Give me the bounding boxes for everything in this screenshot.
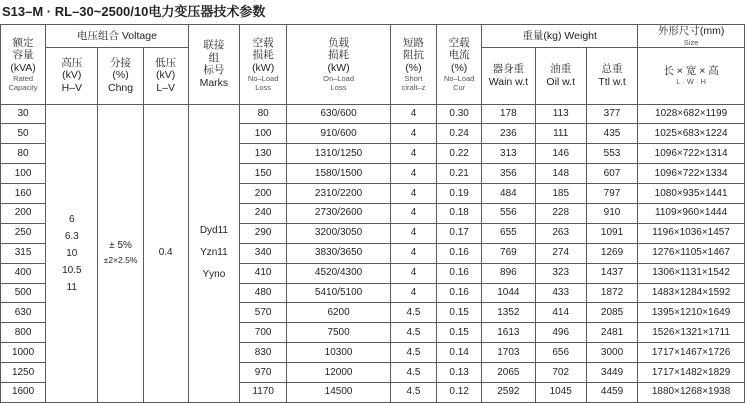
header-tap: 分接 (%) Chng	[98, 47, 143, 104]
capacity-cell: 400	[1, 263, 46, 283]
capacity-cell: 250	[1, 223, 46, 243]
capacity-cell: 200	[1, 203, 46, 223]
on-load-loss-cell: 3200/3050	[287, 223, 391, 243]
on-load-loss-cell: 910/600	[287, 124, 391, 144]
oil-weight-cell: 656	[535, 343, 586, 363]
on-load-loss-cell: 4520/4300	[287, 263, 391, 283]
short-circuit-cell: 4	[390, 203, 436, 223]
no-load-loss-cell: 570	[240, 303, 287, 323]
oil-weight-cell: 185	[535, 184, 586, 204]
oil-weight-cell: 111	[535, 124, 586, 144]
no-load-loss-cell: 970	[240, 363, 287, 383]
total-weight-cell: 1437	[586, 263, 637, 283]
spec-table	[0, 24, 745, 403]
body-weight-cell: 178	[482, 104, 535, 124]
table-title: S13–M · RL–30~2500/10电力变压器技术参数	[2, 4, 266, 19]
connection-group: Dyd11	[199, 225, 228, 237]
body-weight-cell: 313	[482, 144, 535, 164]
short-circuit-cell: 4	[390, 124, 436, 144]
no-load-current-cell: 0.18	[437, 203, 482, 223]
body-weight-cell: 1352	[482, 303, 535, 323]
connection-group: Yyno	[202, 269, 226, 281]
on-load-loss-cell: 12000	[287, 363, 391, 383]
short-circuit-cell: 4	[390, 144, 436, 164]
body-weight-cell: 236	[482, 124, 535, 144]
on-load-loss-cell: 630/600	[287, 104, 391, 124]
capacity-cell: 1250	[1, 363, 46, 383]
no-load-current-cell: 0.24	[437, 124, 482, 144]
short-circuit-cell: 4	[390, 283, 436, 303]
total-weight-cell: 2085	[586, 303, 637, 323]
no-load-current-cell: 0.15	[437, 303, 482, 323]
total-weight-cell: 3000	[586, 343, 637, 363]
no-load-current-cell: 0.21	[437, 164, 482, 184]
size-cell: 1880×1268×1938	[638, 382, 745, 402]
size-cell: 1717×1482×1829	[638, 363, 745, 383]
no-load-current-cell: 0.12	[437, 382, 482, 402]
total-weight-cell: 607	[586, 164, 637, 184]
short-circuit-cell: 4	[390, 263, 436, 283]
no-load-loss-cell: 700	[240, 323, 287, 343]
table-row	[1, 104, 745, 124]
size-cell: 1028×682×1199	[638, 104, 745, 124]
oil-weight-cell: 228	[535, 203, 586, 223]
capacity-cell: 80	[1, 144, 46, 164]
body-weight-cell: 2065	[482, 363, 535, 383]
tap-value: ± 5%	[109, 240, 132, 252]
capacity-cell: 630	[1, 303, 46, 323]
total-weight-cell: 553	[586, 144, 637, 164]
total-weight-cell: 1091	[586, 223, 637, 243]
no-load-current-cell: 0.15	[437, 323, 482, 343]
total-weight-cell: 1872	[586, 283, 637, 303]
oil-weight-cell: 113	[535, 104, 586, 124]
size-cell: 1526×1321×1711	[638, 323, 745, 343]
body-weight-cell: 1703	[482, 343, 535, 363]
total-weight-cell: 435	[586, 124, 637, 144]
capacity-cell: 100	[1, 164, 46, 184]
total-weight-cell: 377	[586, 104, 637, 124]
short-circuit-cell: 4.5	[390, 343, 436, 363]
no-load-current-cell: 0.17	[437, 223, 482, 243]
size-cell: 1306×1131×1542	[638, 263, 745, 283]
hv-value: 6	[69, 213, 75, 225]
no-load-loss-cell: 200	[240, 184, 287, 204]
on-load-loss-cell: 6200	[287, 303, 391, 323]
oil-weight-cell: 433	[535, 283, 586, 303]
header-rated-capacity: 额定 容量 (kVA) Rated Capacity	[1, 25, 46, 105]
body-weight-cell: 484	[482, 184, 535, 204]
capacity-cell: 160	[1, 184, 46, 204]
oil-weight-cell: 323	[535, 263, 586, 283]
capacity-cell: 315	[1, 243, 46, 263]
on-load-loss-cell: 2730/2600	[287, 203, 391, 223]
header-no-load-loss: 空载 损耗 (kW) No–Load Loss	[240, 25, 287, 105]
short-circuit-cell: 4.5	[390, 323, 436, 343]
capacity-cell: 500	[1, 283, 46, 303]
lv-cell: 0.4	[143, 104, 188, 403]
total-weight-cell: 2481	[586, 323, 637, 343]
capacity-cell: 1000	[1, 343, 46, 363]
header-total-weight: 总重 Ttl w.t	[586, 47, 637, 104]
no-load-loss-cell: 1170	[240, 382, 287, 402]
body-weight-cell: 655	[482, 223, 535, 243]
no-load-current-cell: 0.14	[437, 343, 482, 363]
short-circuit-cell: 4.5	[390, 363, 436, 383]
size-cell: 1483×1284×1592	[638, 283, 745, 303]
header-dims: 长 × 宽 × 高 L · W · H	[638, 47, 745, 104]
no-load-loss-cell: 290	[240, 223, 287, 243]
size-cell: 1276×1105×1467	[638, 243, 745, 263]
hv-value: 11	[66, 281, 77, 293]
short-circuit-cell: 4	[390, 243, 436, 263]
header-oil-weight: 油重 Oil w.t	[535, 47, 586, 104]
short-circuit-cell: 4	[390, 223, 436, 243]
header-short-circuit: 短路 阻抗 (%) Short ciralt–z	[390, 25, 436, 105]
connection-group-cell	[188, 104, 239, 403]
body-weight-cell: 356	[482, 164, 535, 184]
size-cell: 1025×683×1224	[638, 124, 745, 144]
no-load-loss-cell: 100	[240, 124, 287, 144]
oil-weight-cell: 148	[535, 164, 586, 184]
no-load-current-cell: 0.22	[437, 144, 482, 164]
oil-weight-cell: 496	[535, 323, 586, 343]
body-weight-cell: 2592	[482, 382, 535, 402]
no-load-loss-cell: 130	[240, 144, 287, 164]
no-load-loss-cell: 340	[240, 243, 287, 263]
header-weight: 重量(kg) Weight	[482, 25, 638, 48]
tap-cell	[98, 104, 143, 403]
tap-value: ±2×2.5%	[103, 255, 138, 266]
no-load-loss-cell: 480	[240, 283, 287, 303]
capacity-cell: 800	[1, 323, 46, 343]
no-load-current-cell: 0.16	[437, 283, 482, 303]
hv-value: 10	[66, 247, 78, 259]
no-load-loss-cell: 80	[240, 104, 287, 124]
oil-weight-cell: 263	[535, 223, 586, 243]
hv-cell	[46, 104, 98, 403]
no-load-current-cell: 0.16	[437, 243, 482, 263]
on-load-loss-cell: 10300	[287, 343, 391, 363]
size-cell: 1196×1036×1457	[638, 223, 745, 243]
size-cell: 1096×722×1334	[638, 164, 745, 184]
capacity-cell: 30	[1, 104, 46, 124]
on-load-loss-cell: 7500	[287, 323, 391, 343]
header-marks: 联接 组 标号 Marks	[188, 25, 239, 105]
short-circuit-cell: 4	[390, 164, 436, 184]
capacity-cell: 50	[1, 124, 46, 144]
oil-weight-cell: 414	[535, 303, 586, 323]
on-load-loss-cell: 1580/1500	[287, 164, 391, 184]
capacity-cell: 1600	[1, 382, 46, 402]
size-cell: 1717×1467×1726	[638, 343, 745, 363]
no-load-current-cell: 0.13	[437, 363, 482, 383]
size-cell: 1109×960×1444	[638, 203, 745, 223]
body-weight-cell: 1044	[482, 283, 535, 303]
no-load-current-cell: 0.30	[437, 104, 482, 124]
header-voltage-group: 电压组合 Voltage	[46, 25, 189, 48]
body-weight-cell: 896	[482, 263, 535, 283]
on-load-loss-cell: 2310/2200	[287, 184, 391, 204]
size-cell: 1080×935×1441	[638, 184, 745, 204]
body-weight-cell: 1613	[482, 323, 535, 343]
hv-value: 6.3	[64, 230, 79, 242]
body-weight-cell: 769	[482, 243, 535, 263]
body-weight-cell: 556	[482, 203, 535, 223]
header-on-load-loss: 负载 损耗 (kW) On–Load Loss	[287, 25, 391, 105]
no-load-loss-cell: 150	[240, 164, 287, 184]
header-no-load-current: 空载 电流 (%) No–Load Cur	[437, 25, 482, 105]
total-weight-cell: 910	[586, 203, 637, 223]
size-cell: 1096×722×1314	[638, 144, 745, 164]
header-body-weight: 器身重 Wain w.t	[482, 47, 535, 104]
total-weight-cell: 1269	[586, 243, 637, 263]
header-hv: 高压 (kV) H–V	[46, 47, 98, 104]
hv-value: 10.5	[62, 264, 82, 276]
table-body	[1, 104, 745, 403]
connection-group: Yzn11	[200, 247, 228, 259]
total-weight-cell: 3449	[586, 363, 637, 383]
oil-weight-cell: 146	[535, 144, 586, 164]
on-load-loss-cell: 3830/3650	[287, 243, 391, 263]
no-load-current-cell: 0.19	[437, 184, 482, 204]
short-circuit-cell: 4.5	[390, 382, 436, 402]
short-circuit-cell: 4	[390, 184, 436, 204]
oil-weight-cell: 702	[535, 363, 586, 383]
on-load-loss-cell: 14500	[287, 382, 391, 402]
oil-weight-cell: 1045	[535, 382, 586, 402]
header-size: 外形尺寸(mm) Size	[638, 25, 745, 48]
short-circuit-cell: 4.5	[390, 303, 436, 323]
no-load-current-cell: 0.16	[437, 263, 482, 283]
on-load-loss-cell: 5410/5100	[287, 283, 391, 303]
no-load-loss-cell: 410	[240, 263, 287, 283]
no-load-loss-cell: 240	[240, 203, 287, 223]
oil-weight-cell: 274	[535, 243, 586, 263]
on-load-loss-cell: 1310/1250	[287, 144, 391, 164]
total-weight-cell: 4459	[586, 382, 637, 402]
no-load-loss-cell: 830	[240, 343, 287, 363]
size-cell: 1395×1210×1649	[638, 303, 745, 323]
total-weight-cell: 797	[586, 184, 637, 204]
short-circuit-cell: 4	[390, 104, 436, 124]
header-lv: 低压 (kV) L–V	[143, 47, 188, 104]
